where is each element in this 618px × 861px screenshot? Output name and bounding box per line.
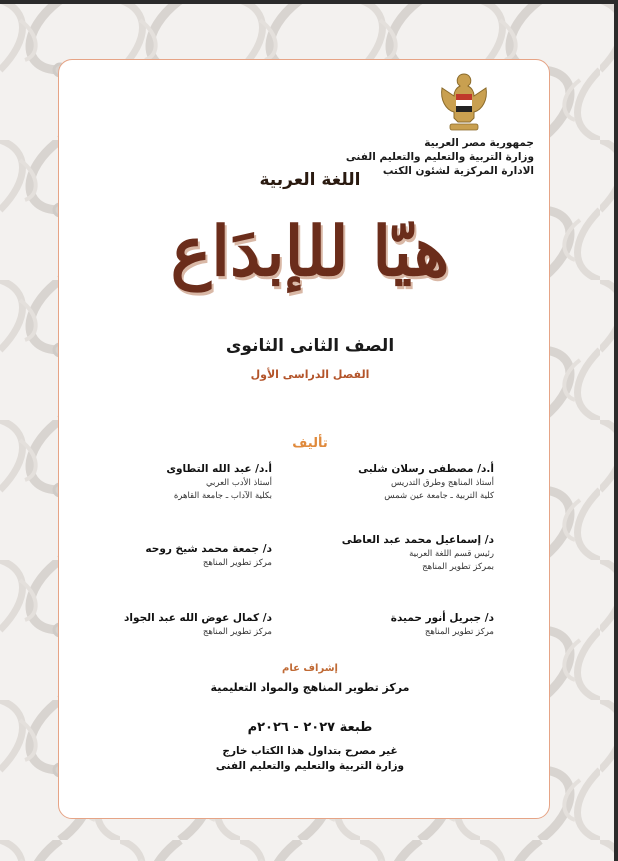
- author-entry: [358, 462, 494, 503]
- author-entry: [391, 611, 494, 639]
- top-frame-border: [0, 0, 618, 4]
- term-label: الفصل الدراسى الأول: [250, 368, 370, 381]
- author-affiliation: مركز تطوير المناهج: [424, 627, 494, 637]
- author-name: د/ جبريل أنور حميدة: [390, 612, 494, 624]
- ministry-line-admin: الادارة المركزية لشئون الكتب: [382, 165, 534, 177]
- edition-label: طبعة ٢٠٢٧ - ٢٠٢٦م: [247, 720, 373, 735]
- author-entry: [124, 611, 272, 639]
- author-name: أ.د/ عبد الله التطاوى: [166, 463, 272, 475]
- ministry-line-ministry: وزارة التربية والتعليم والتعليم الفنى: [345, 151, 534, 163]
- authorship-heading: تأليف: [292, 436, 328, 451]
- author-affiliation: كلية التربية ـ جامعة عين شمس: [384, 491, 494, 501]
- supervision-body: مركز تطوير المناهج والمواد التعليمية: [210, 681, 410, 694]
- author-affiliation: رئيس قسم اللغة العربية: [409, 549, 494, 559]
- author-entry: [145, 542, 272, 570]
- author-affiliation: أستاذ المناهج وطرق التدريس: [391, 478, 494, 488]
- author-affiliation: مركز تطوير المناهج: [202, 627, 272, 637]
- author-name: د/ إسماعيل محمد عبد العاطى: [341, 534, 494, 546]
- author-entry: [166, 462, 272, 503]
- author-name: د/ كمال عوض الله عبد الجواد: [124, 612, 272, 624]
- notice-line: غير مصرح بتداول هذا الكتاب خارج: [222, 745, 398, 757]
- author-affiliation: مركز تطوير المناهج: [202, 558, 272, 568]
- author-affiliation: بكلية الآداب ـ جامعة القاهرة: [173, 491, 272, 501]
- subject-title: اللغة العربية: [259, 170, 361, 190]
- author-name: د/ جمعة محمد شيخ روحه: [145, 543, 272, 555]
- distribution-notice: [160, 744, 460, 774]
- book-title: هيّا للإبدَاع: [170, 212, 450, 292]
- right-frame-border: [614, 0, 618, 861]
- author-affiliation: بمركز تطوير المناهج: [422, 562, 494, 572]
- egypt-eagle-emblem-icon: [436, 70, 492, 136]
- notice-line: وزارة التربية والتعليم والتعليم الفنى: [215, 760, 405, 772]
- author-entry: [342, 533, 494, 574]
- author-affiliation: أستاذ الأدب العربي: [205, 478, 272, 488]
- grade-label: الصف الثانى الثانوى: [225, 336, 395, 356]
- supervision-label: إشراف عام: [282, 663, 338, 674]
- ministry-line-country: جمهورية مصر العربية: [424, 137, 534, 149]
- author-name: أ.د/ مصطفى رسلان شلبى: [358, 463, 494, 475]
